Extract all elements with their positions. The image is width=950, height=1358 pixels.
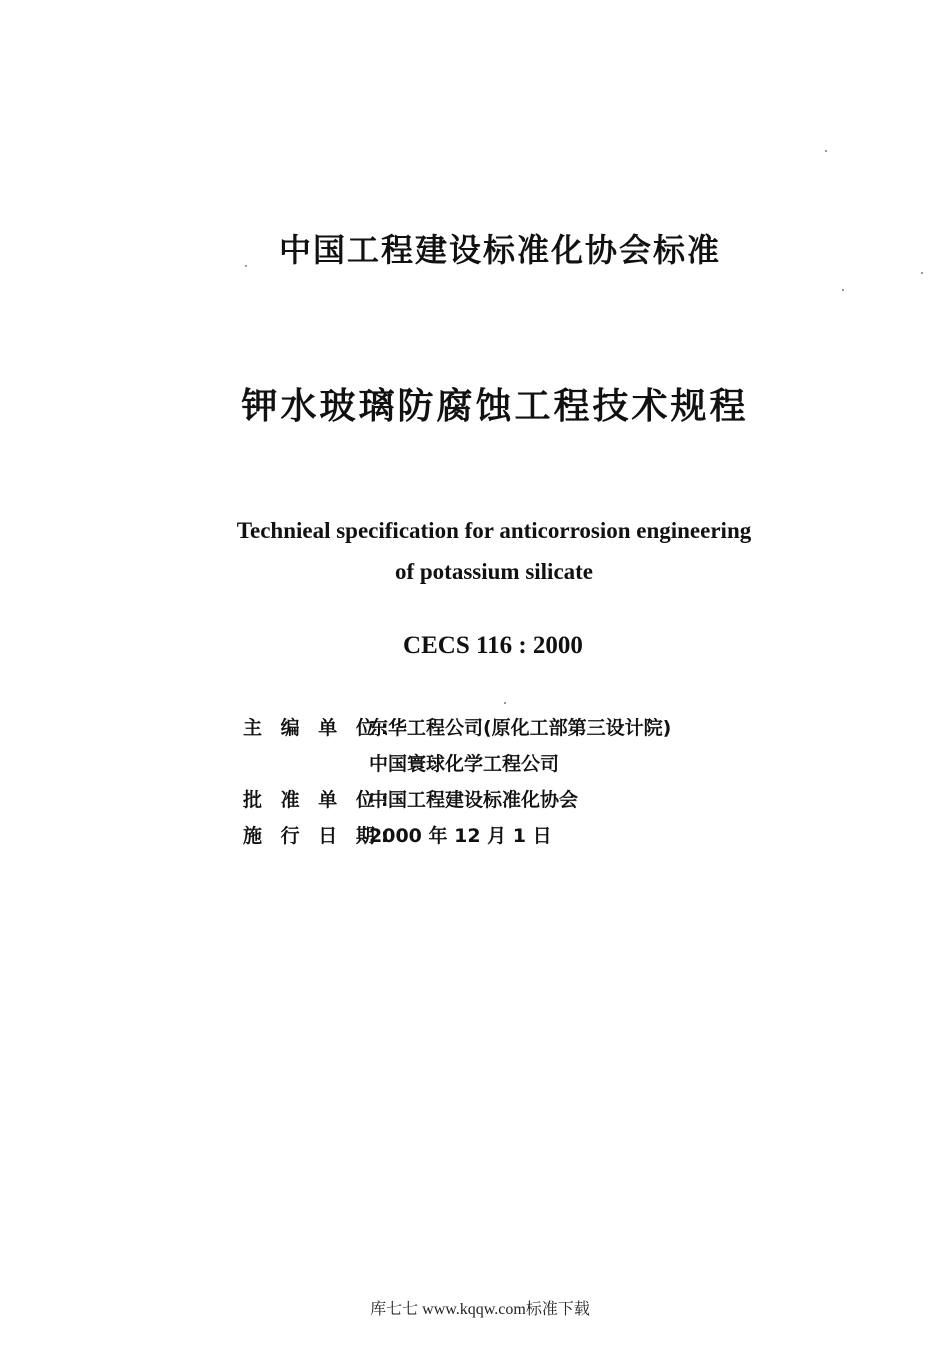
document-title-cn: 钾水玻璃防腐蚀工程技术规程 (241, 386, 749, 427)
document-title-en (0, 510, 950, 592)
scan-speck (504, 702, 506, 704)
scan-speck (842, 289, 844, 291)
scan-speck (825, 150, 827, 152)
scan-speck (921, 272, 923, 274)
approver-label: 批 准 单 位: (243, 789, 395, 811)
standard-code: CECS 116 : 2000 (403, 632, 583, 659)
approver-row (243, 782, 671, 818)
effective-date-value: 2000 年 12 月 1 日 (369, 825, 552, 847)
editor-row-2 (243, 746, 671, 782)
effective-date-row (243, 818, 671, 854)
footer-watermark: 库七七 www.kqqw.com标准下载 (370, 1301, 590, 1318)
publication-info (243, 710, 671, 854)
editor-value-2: 中国寰球化学工程公司 (369, 753, 560, 775)
effective-date-label: 施 行 日 期: (243, 825, 395, 847)
editor-label: 主 编 单 位: (243, 717, 395, 739)
approver-value: 中国工程建设标准化协会 (369, 789, 579, 811)
organization-standard-heading: 中国工程建设标准化协会标准 (278, 231, 721, 269)
title-en-line-2: of potassium silicate (394, 559, 594, 584)
title-en-line-1: Technieal specification for anticorrosion engineering (236, 518, 752, 543)
editor-value: 东华工程公司(原化工部第三设计院) (369, 717, 672, 739)
scan-speck (245, 265, 247, 267)
editor-row (243, 710, 671, 746)
